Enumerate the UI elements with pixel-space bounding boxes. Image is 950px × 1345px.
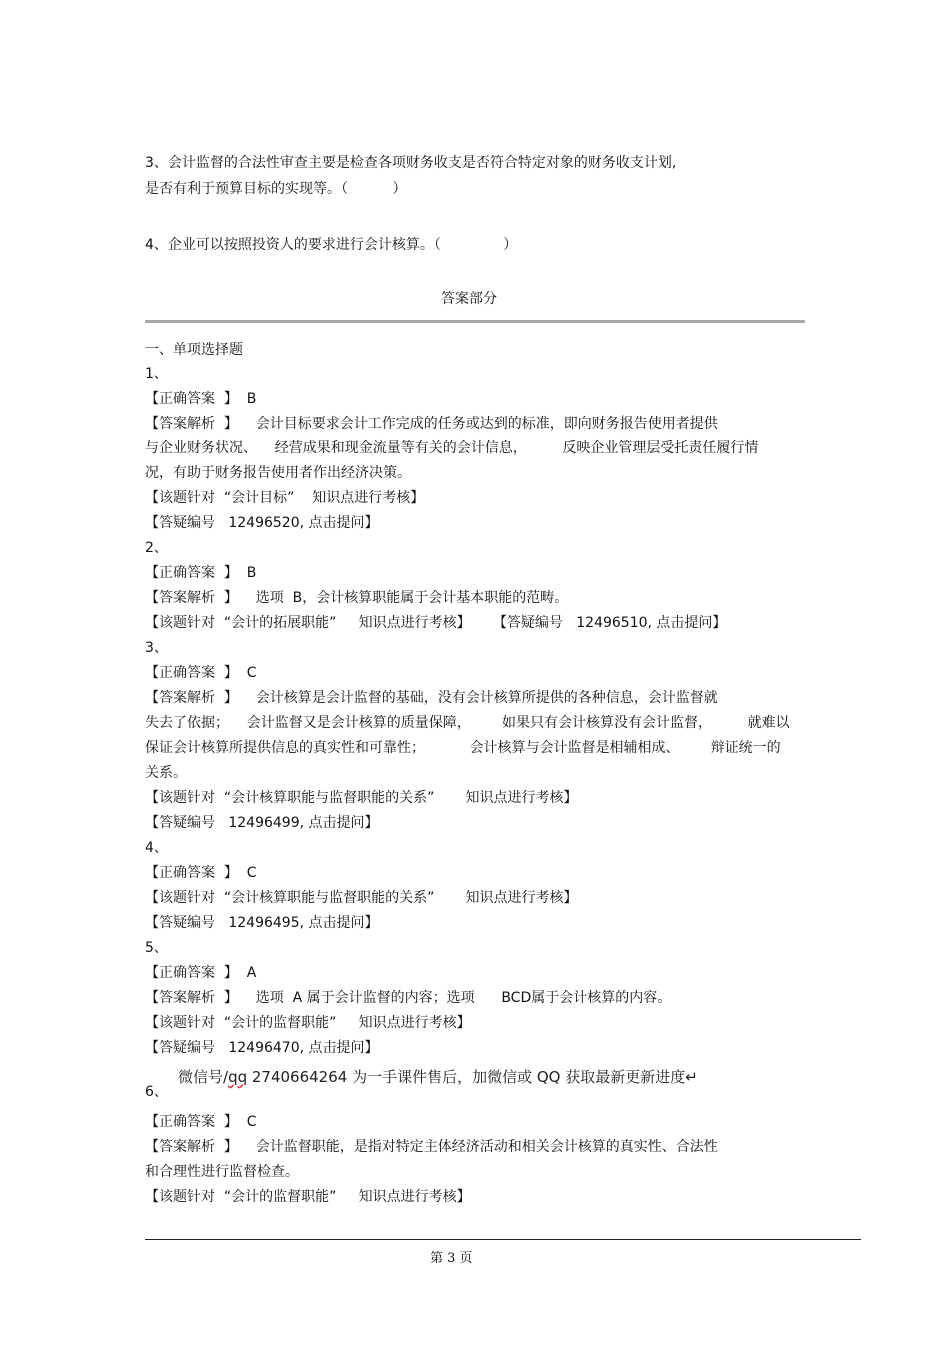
analysis-line: 关系。 — [145, 765, 187, 781]
watermark-qq: qq — [228, 1068, 248, 1086]
analysis-line: 况，有助于财务报告使用者作出经济决策。 — [145, 465, 411, 481]
analysis-line: 与企业财务状况、 经营成果和现金流量等有关的会计信息， 反映企业管理层受托责任履行情 — [145, 440, 759, 456]
analysis-line: 失去了依据； 会计监督又是会计核算的质量保障， 如果只有会计核算没有会计监督， 就难以 — [145, 715, 790, 731]
watermark-text — [178, 1066, 698, 1087]
item-number: 4、 — [145, 840, 168, 856]
question-3-line-1: 3、会计监督的合法性审查主要是检查各项财务收支是否符合特定对象的财务收支计划, — [145, 155, 677, 171]
analysis-line: 和合理性进行监督检查。 — [145, 1164, 299, 1180]
watermark-post: 2740664264 为一手课件售后，加微信或 QQ 获取最新更新进度↵ — [247, 1068, 698, 1086]
footer-divider — [145, 1239, 861, 1240]
section-title: 一、单项选择题 — [145, 342, 243, 358]
correct-answer: 【正确答案 】 A — [145, 965, 257, 981]
analysis-line: 【答案解析 】 会计监督职能，是指对特定主体经济活动和相关会计核算的真实性、合法性 — [145, 1139, 718, 1155]
answers-title: 答案部分 — [441, 291, 497, 307]
watermark-pre: 微信号/ — [178, 1068, 229, 1086]
topic-note: 【该题针对 “会计的监督职能” 知识点进行考核】 — [145, 1189, 471, 1205]
correct-answer: 【正确答案 】 B — [145, 391, 257, 407]
item-number: 6、 — [145, 1084, 168, 1100]
item-number: 3、 — [145, 640, 168, 656]
topic-note: 【该题针对 “会计的监督职能” 知识点进行考核】 — [145, 1015, 471, 1031]
topic-note: 【该题针对 “会计目标” 知识点进行考核】 — [145, 490, 425, 506]
correct-answer: 【正确答案 】 C — [145, 665, 257, 681]
page-number: 第 3 页 — [430, 1251, 473, 1266]
qa-link[interactable]: 【答疑编号 12496520, 点击提问】 — [145, 515, 379, 531]
item-number: 2、 — [145, 540, 168, 556]
analysis-line: 【答案解析 】 会计目标要求会计工作完成的任务或达到的标准，即向财务报告使用者提供 — [145, 416, 718, 432]
correct-answer: 【正确答案 】 C — [145, 865, 257, 881]
correct-answer: 【正确答案 】 C — [145, 1114, 257, 1130]
topic-note: 【该题针对 “会计核算职能与监督职能的关系” 知识点进行考核】 — [145, 790, 578, 806]
qa-link[interactable]: 【答疑编号 12496495, 点击提问】 — [145, 915, 379, 931]
question-3-line-2: 是否有利于预算目标的实现等。（ ） — [145, 181, 407, 197]
item-number: 1、 — [145, 366, 168, 382]
analysis-line: 【答案解析 】 选项 A 属于会计监督的内容；选项 BCD属于会计核算的内容。 — [145, 990, 672, 1006]
qa-link[interactable]: 【答疑编号 12496470, 点击提问】 — [145, 1040, 379, 1056]
topic-note[interactable]: 【该题针对 “会计的拓展职能” 知识点进行考核】 【答疑编号 12496510, 点击提问】 — [145, 615, 727, 631]
correct-answer: 【正确答案 】 B — [145, 565, 257, 581]
analysis-line: 【答案解析 】 会计核算是会计监督的基础，没有会计核算所提供的各种信息，会计监督就 — [145, 690, 718, 706]
item-number: 5、 — [145, 940, 168, 956]
qa-link[interactable]: 【答疑编号 12496499, 点击提问】 — [145, 815, 379, 831]
topic-note: 【该题针对 “会计核算职能与监督职能的关系” 知识点进行考核】 — [145, 890, 578, 906]
question-4-line-1: 4、企业可以按照投资人的要求进行会计核算。（ ） — [145, 237, 518, 253]
section-divider — [145, 320, 805, 323]
analysis-line: 保证会计核算所提供信息的真实性和可靠性； 会计核算与会计监督是相辅相成、 辩证统一的 — [145, 740, 781, 756]
analysis-line: 【答案解析 】 选项 B，会计核算职能属于会计基本职能的范畴。 — [145, 590, 569, 606]
